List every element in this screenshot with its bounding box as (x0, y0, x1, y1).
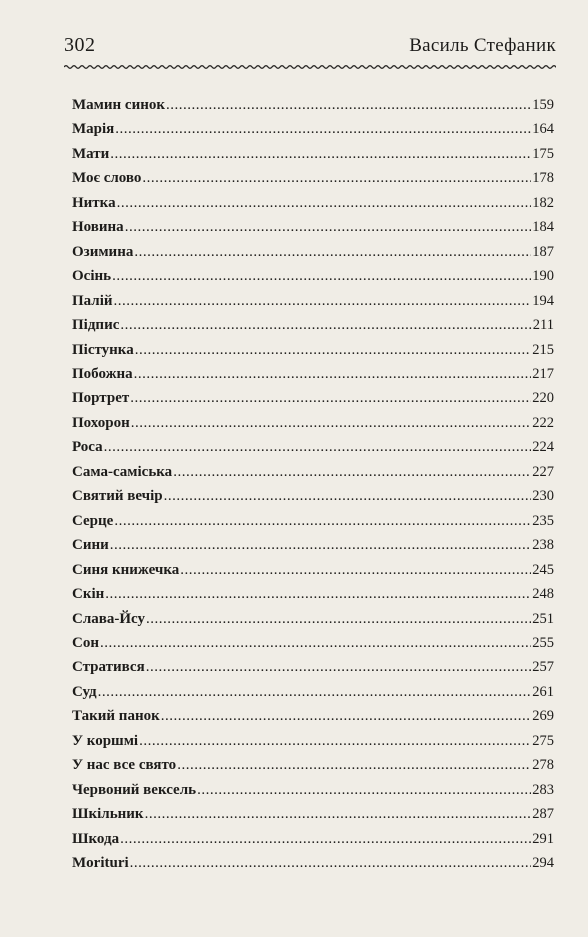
toc-entry-title: Мамин синок (72, 97, 165, 113)
dot-leader (125, 219, 532, 236)
dot-leader (130, 855, 532, 872)
toc-entry-title: Такий панок (72, 708, 160, 725)
toc-entry (72, 757, 554, 781)
dot-leader (173, 464, 531, 481)
toc-entry-title: У коршмі (72, 732, 139, 749)
dot-leader (115, 121, 531, 138)
toc-entry-page: 294 (532, 855, 554, 872)
toc-entry-page: 164 (532, 121, 554, 138)
toc-entry (72, 708, 554, 732)
toc-entry-page: 211 (532, 317, 554, 334)
toc-entry-title: Мати (72, 145, 110, 162)
toc-entry (72, 635, 554, 659)
dot-leader (135, 342, 532, 359)
running-title: Василь Стефаник (409, 35, 556, 56)
toc-entry-title: Серце (72, 512, 114, 529)
toc-entry-title: Портрет (72, 390, 130, 407)
toc-entry-page: 275 (532, 732, 554, 749)
toc-entry (72, 831, 554, 855)
toc-entry-title: Суд (72, 683, 97, 700)
toc-entry (72, 219, 554, 243)
toc-entry (72, 415, 554, 439)
toc-entry (72, 611, 554, 635)
table-of-contents (72, 97, 554, 880)
toc-entry-page: 178 (532, 170, 554, 187)
dot-leader (110, 146, 531, 163)
toc-entry-page: 248 (532, 586, 554, 603)
toc-entry-page: 217 (532, 365, 554, 382)
toc-entry (72, 268, 554, 292)
toc-entry-title: Moriturі (72, 855, 129, 872)
toc-entry-title: Новина (72, 219, 124, 236)
toc-entry-page: 269 (532, 708, 554, 725)
dot-leader (180, 562, 531, 579)
toc-entry-page: 220 (532, 390, 554, 407)
toc-entry (72, 806, 554, 830)
dot-leader (98, 684, 532, 701)
dot-leader (164, 488, 532, 505)
toc-entry-title: Побожна (72, 365, 133, 382)
toc-entry (72, 562, 554, 586)
toc-entry (72, 733, 554, 757)
dot-leader (177, 757, 531, 774)
toc-entry-page: 224 (532, 439, 554, 456)
dot-leader (105, 586, 531, 603)
toc-entry-title: Роса (72, 439, 103, 456)
dot-leader (120, 317, 531, 334)
toc-entry-page: 245 (532, 561, 554, 578)
toc-entry-title: Моє слово (72, 170, 142, 187)
wavy-divider (64, 62, 556, 72)
toc-entry (72, 659, 554, 683)
dot-leader (114, 513, 531, 530)
dot-leader (110, 537, 531, 554)
dot-leader (134, 244, 531, 261)
toc-entry (72, 195, 554, 219)
toc-entry-page: 278 (532, 757, 554, 774)
toc-entry (72, 513, 554, 537)
dot-leader (112, 268, 531, 285)
toc-entry (72, 121, 554, 145)
dot-leader (114, 293, 532, 310)
toc-entry-page: 235 (532, 512, 554, 529)
dot-leader (139, 733, 531, 750)
page-number: 302 (64, 34, 96, 56)
toc-entry-title: Підпис (72, 317, 120, 334)
toc-entry-page: 159 (532, 97, 554, 113)
toc-entry-page: 251 (532, 610, 554, 627)
toc-entry-page: 261 (532, 683, 554, 700)
toc-entry-page: 255 (532, 634, 554, 651)
toc-entry-page: 190 (532, 268, 554, 285)
toc-entry (72, 586, 554, 610)
toc-entry-page: 257 (532, 659, 554, 676)
toc-entry-title: Стратився (72, 659, 145, 676)
toc-entry-title: Похорон (72, 414, 130, 431)
toc-entry-page: 291 (532, 830, 554, 847)
toc-entry-title: Сини (72, 537, 109, 554)
toc-entry-page: 283 (532, 781, 554, 798)
toc-entry-page: 238 (532, 537, 554, 554)
toc-entry (72, 97, 554, 121)
toc-entry (72, 293, 554, 317)
toc-entry-title: Осінь (72, 268, 112, 285)
toc-entry-title: Шкільник (72, 806, 144, 823)
toc-entry-page: 182 (532, 194, 554, 211)
dot-leader (146, 611, 531, 628)
dot-leader (134, 366, 532, 383)
toc-entry-page: 227 (532, 463, 554, 480)
toc-entry-page: 230 (532, 488, 554, 505)
toc-entry-page: 175 (532, 145, 554, 162)
dot-leader (130, 390, 531, 407)
toc-entry-title: Слава-Йсу (72, 610, 145, 627)
toc-entry (72, 537, 554, 561)
toc-entry (72, 342, 554, 366)
toc-entry-title: Сама-саміська (72, 463, 173, 480)
toc-entry-page: 194 (532, 292, 554, 309)
toc-entry-page: 184 (532, 219, 554, 236)
toc-entry (72, 439, 554, 463)
toc-entry (72, 146, 554, 170)
toc-entry-title: Сон (72, 634, 99, 651)
toc-entry (72, 244, 554, 268)
toc-entry (72, 170, 554, 194)
toc-entry (72, 366, 554, 390)
dot-leader (145, 806, 532, 823)
toc-entry-page: 287 (532, 806, 554, 823)
toc-entry-title: Пістунка (72, 341, 134, 358)
toc-entry-title: Марія (72, 121, 115, 138)
toc-entry (72, 390, 554, 414)
toc-entry (72, 488, 554, 512)
toc-entry-title: Скін (72, 586, 105, 603)
toc-entry (72, 464, 554, 488)
dot-leader (117, 195, 532, 212)
toc-entry (72, 684, 554, 708)
dot-leader (166, 97, 531, 114)
dot-leader (104, 439, 532, 456)
dot-leader (120, 831, 531, 848)
toc-entry-title: Палій (72, 292, 113, 309)
toc-entry (72, 317, 554, 341)
dot-leader (146, 659, 532, 676)
toc-entry-page: 187 (532, 243, 554, 260)
toc-entry-title: Шкода (72, 830, 120, 847)
toc-entry-title: Червоний вексель (72, 781, 197, 798)
toc-entry (72, 855, 554, 879)
toc-entry-title: Озимина (72, 243, 134, 260)
toc-entry-page: 215 (532, 341, 554, 358)
toc-entry-title: У нас все свято (72, 757, 177, 774)
toc-entry-title: Нитка (72, 194, 116, 211)
toc-entry (72, 782, 554, 806)
toc-entry-title: Святий вечір (72, 488, 163, 505)
toc-entry-title: Синя книжечка (72, 561, 180, 578)
toc-entry-page: 222 (532, 414, 554, 431)
dot-leader (161, 708, 532, 725)
dot-leader (197, 782, 531, 799)
page-header (64, 34, 556, 60)
dot-leader (142, 170, 531, 187)
dot-leader (100, 635, 531, 652)
dot-leader (131, 415, 532, 432)
